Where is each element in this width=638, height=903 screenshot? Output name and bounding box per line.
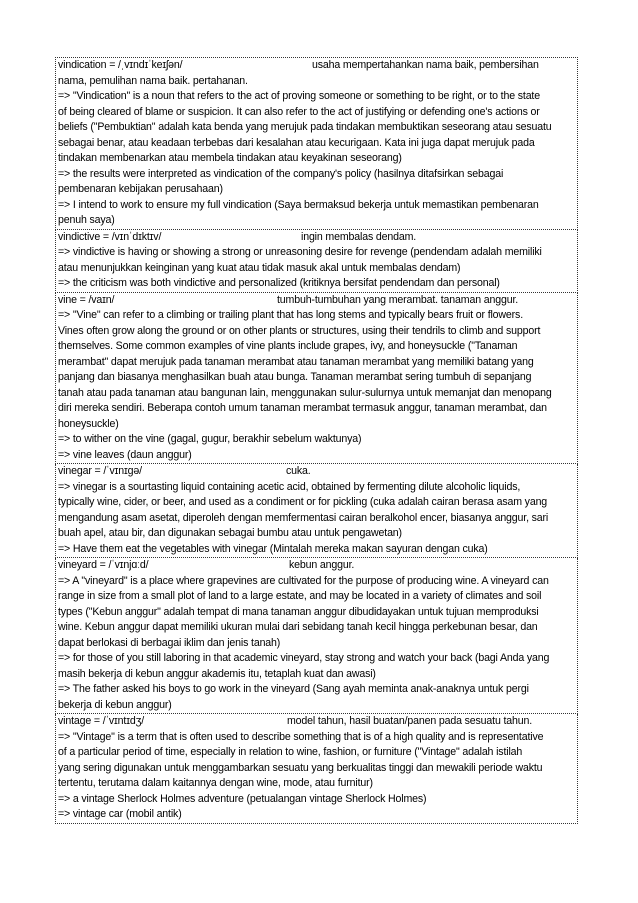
entry-line: range in size from a small plot of land to a large estate, and may be located in a variety of climates and soil: [58, 590, 542, 602]
entry-line: Vines often grow along the ground or on other plants or structures, using their tendrils to climb and support: [58, 324, 541, 337]
entry-word: vineyard = /ˈvɪnjɑːd/: [58, 559, 149, 571]
entry-line: nama, pemulihan nama baik. pertahanan.: [58, 74, 248, 87]
entry-vinegar: [55, 464, 578, 558]
entry-line: => The father asked his boys to go work in the vineyard (Sang ayah meminta anak-anaknya untuk pergi: [58, 683, 529, 695]
entry-line: => "Vintage" is a term that is often used to describe something that is of a high quality and is representative: [58, 730, 544, 743]
entry-line: => "Vindication" is a noun that refers to the act of proving someone or something to be right, or to the state: [58, 90, 540, 102]
entry-headline: [58, 230, 576, 246]
entry-word: vindication = /ˌvɪndɪˈkeɪʃən/: [58, 59, 183, 71]
entry-line: => I intend to work to ensure my full vindication (Saya bermaksud bekerja untuk memastikan pembenaran: [58, 198, 539, 211]
entry-headline: [58, 714, 576, 730]
entry-line: merambat" dapat merujuk pada tanaman merambat atau tanaman merambat yang memiliki batang yang: [58, 355, 534, 368]
entry-line: masih bekerja di kebun anggur akademis itu, tetaplah kuat dan awasi): [58, 667, 376, 680]
entry-meaning: cuka.: [286, 465, 311, 477]
entry-line: dapat berlokasi di berbagai iklim dan jenis tanah): [58, 636, 281, 649]
entry-vineyard: [55, 558, 578, 714]
entry-line: => for those of you still laboring in that academic vineyard, stay strong and watch your back (bagi Anda yang: [58, 652, 550, 664]
entry-line: tindakan membenarkan atau membela tindakan atau keyakinan seseorang): [58, 152, 402, 164]
entry-meaning: kebun anggur.: [289, 559, 355, 571]
entry-line: diri mereka sendiri. Beberapa contoh umum tanaman merambat termasuk anggur, tanaman merambat, dan: [58, 402, 547, 414]
entry-line: => vintage car (mobil antik): [58, 808, 182, 820]
entry-word: vinegar = /ˈvɪnɪɡə/: [58, 465, 142, 477]
entry-line: of being cleared of blame or suspicion. It can also refer to the act of justifying or defending one's actions or: [58, 105, 540, 118]
entry-line: => A "vineyard" is a place where grapevines are cultivated for the purpose of producing wine. A vineyard can: [58, 574, 549, 587]
entry-line: mengandung asam asetat, diperoleh dengan memfermentasi cairan beralkohol encer, biasanya anggur, sari: [58, 511, 549, 524]
entry-line: beliefs ("Pembuktian" adalah kata benda yang merujuk pada tindakan membuktikan seseorang atau sesuatu: [58, 121, 552, 133]
entry-line: sebagai benar, atau keadaan terbebas dari kesalahan atau kecurigaan. Kata ini juga dapat merujuk pada: [58, 136, 535, 149]
entry-line: panjang dan biasanya menghasilkan buah atau bunga. Tanaman merambat sering tumbuh di sepanjang: [58, 371, 532, 383]
entry-line: typically wine, cider, or beer, and used as a condiment or for pickling (cuka adalah cairan berasa asam yang: [58, 496, 548, 508]
entry-line: => vindictive is having or showing a strong or unreasoning desire for revenge (pendendam adalah memiliki: [58, 246, 542, 258]
entry-line: penuh saya): [58, 214, 115, 226]
entry-line: of a particular period of time, especially in relation to wine, fashion, or furniture ("Vintage" adalah istilah: [58, 746, 523, 758]
entry-line: yang sering digunakan untuk menggambarkan sesuatu yang berkualitas tinggi dan mewakili periode waktu: [58, 761, 543, 774]
entry-line: honeysuckle): [58, 417, 119, 430]
entry-line: => "Vine" can refer to a climbing or trailing plant that has long stems and typically bears fruit or flowers.: [58, 309, 523, 321]
entry-line: tanah atau pada tanaman atau bangunan lain, menggunakan sulur-sulurnya untuk memanjat dan menopang: [58, 386, 552, 399]
entry-vintage: [55, 714, 578, 824]
entry-line: tertentu, terutama dalam kaitannya dengan wine, mode, atau furnitur): [58, 777, 373, 789]
entry-line: themselves. Some common examples of vine plants include grapes, ivy, and honeysuckle ("Tanaman: [58, 340, 518, 352]
entry-headline: [58, 58, 576, 74]
entry-line: buah apel, atau bir, dan digunakan sebagai bumbu atau untuk pengawetan): [58, 527, 402, 539]
entry-vine: [55, 293, 578, 465]
entry-line: wine. Kebun anggur dapat memiliki ukuran mulai dari sebidang tanah kecil hingga perkebunan besar, dan: [58, 621, 538, 633]
entry-vindication: [55, 57, 578, 230]
entry-word: vindictive = /vɪnˈdɪktɪv/: [58, 230, 162, 243]
entry-line: => Have them eat the vegetables with vinegar (Mintalah mereka makan sayuran dengan cuka): [58, 542, 488, 555]
entry-headline: [58, 464, 576, 480]
entry-line: => the criticism was both vindictive and personalized (kritiknya bersifat pendendam dan personal): [58, 277, 500, 289]
entry-headline: [58, 293, 576, 309]
entry-line: => to wither on the vine (gagal, gugur, berakhir sebelum waktunya): [58, 433, 362, 445]
entry-line: atau menunjukkan keinginan yang kuat atau tidak masuk akal untuk membalas dendam): [58, 261, 461, 274]
entry-meaning: usaha mempertahankan nama baik, pembersihan: [312, 59, 539, 71]
entry-line: => a vintage Sherlock Holmes adventure (petualangan vintage Sherlock Holmes): [58, 792, 427, 805]
entry-line: => vine leaves (daun anggur): [58, 448, 192, 461]
entry-meaning: model tahun, hasil buatan/panen pada sesuatu tahun.: [287, 715, 533, 727]
entry-meaning: tumbuh-tumbuhan yang merambat. tanaman anggur.: [277, 293, 519, 306]
entry-line: => the results were interpreted as vindication of the company's policy (hasilnya ditafsirkan sebagai: [58, 167, 504, 180]
entry-line: bekerja di kebun anggur): [58, 698, 172, 711]
entry-meaning: ingin membalas dendam.: [301, 230, 417, 243]
entry-line: pembenaran kebijakan perusahaan): [58, 183, 223, 195]
vocabulary-document: [55, 57, 578, 824]
entry-headline: [58, 558, 576, 574]
entry-line: types ("Kebun anggur" adalah tempat di mana tanaman anggur dibudidayakan untuk tujuan memproduksi: [58, 605, 539, 618]
entry-word: vine = /vaɪn/: [58, 293, 115, 306]
entry-line: => vinegar is a sourtasting liquid containing acetic acid, obtained by fermenting dilute alcoholic liquids,: [58, 480, 521, 493]
entry-word: vintage = /ˈvɪntɪdʒ/: [58, 715, 144, 727]
entry-vindictive: [55, 230, 578, 293]
